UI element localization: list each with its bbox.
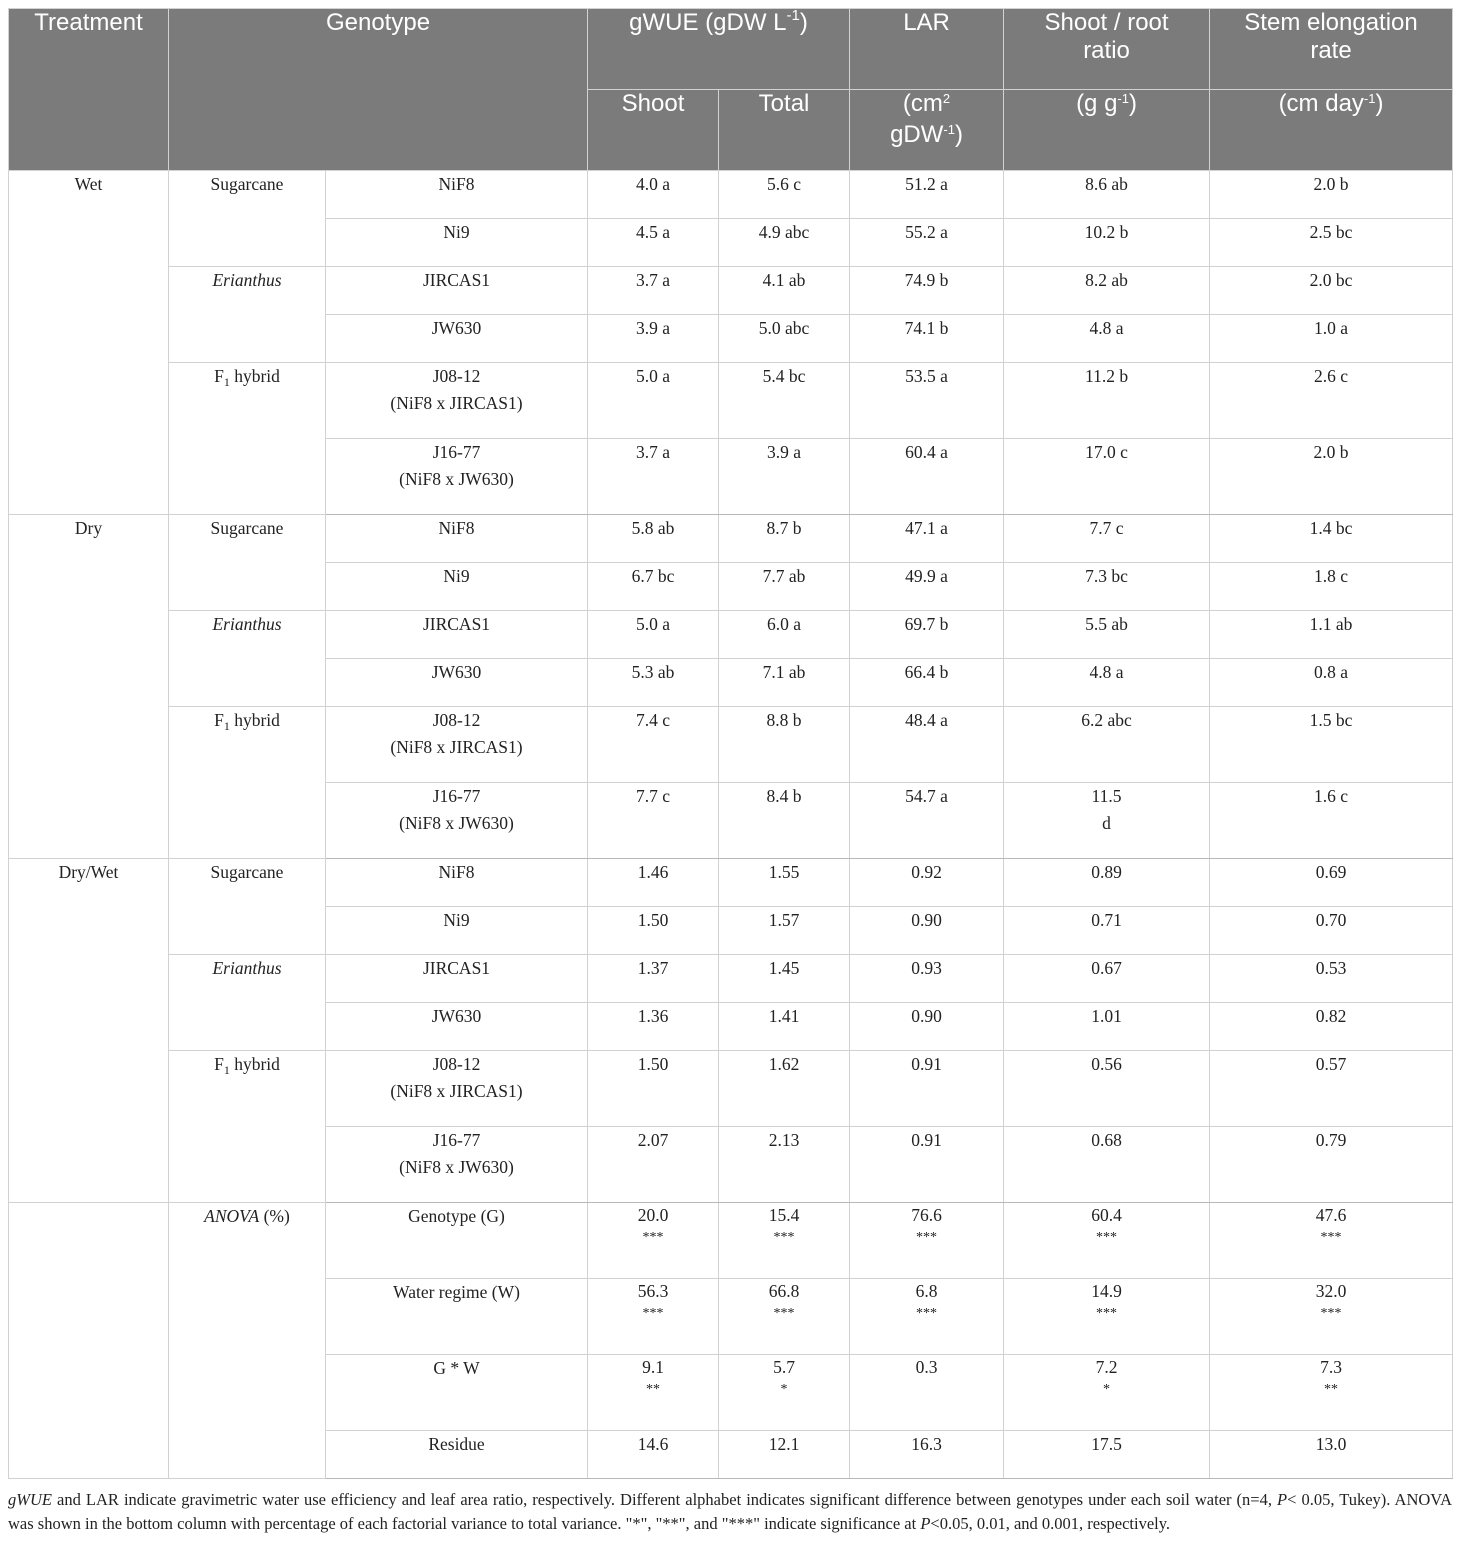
value-cell: 56.3 *** — [588, 1279, 719, 1355]
value-cell: 12.1 — [719, 1431, 850, 1479]
value-cell: 0.79 — [1210, 1127, 1453, 1203]
gwue-label: gWUE (gDW L — [629, 9, 787, 36]
value-cell: 5.0 a — [588, 363, 719, 439]
value-cell: 0.91 — [850, 1127, 1004, 1203]
value-cell: 3.7 a — [588, 267, 719, 315]
value-cell: 7.7 ab — [719, 563, 850, 611]
value-cell: 74.1 b — [850, 315, 1004, 363]
value-cell: 1.50 — [588, 1051, 719, 1127]
group-erianthus: Erianthus — [169, 955, 326, 1051]
value-cell: 76.6 *** — [850, 1203, 1004, 1279]
value-cell: 11.5 d — [1004, 783, 1210, 859]
value-cell: 47.1 a — [850, 515, 1004, 563]
value-cell: 0.3 — [850, 1355, 1004, 1431]
value-cell: 32.0 *** — [1210, 1279, 1453, 1355]
value-cell: 1.57 — [719, 907, 850, 955]
header-ratio — [1004, 9, 1210, 90]
table-row — [9, 1203, 1453, 1279]
value-cell: 0.93 — [850, 955, 1004, 1003]
anova-empty-cell — [9, 1203, 169, 1479]
genotype-cell: J08-12 (NiF8 x JIRCAS1) — [326, 707, 588, 783]
value-cell: 4.8 a — [1004, 315, 1210, 363]
value-cell: 0.70 — [1210, 907, 1453, 955]
value-cell: 2.13 — [719, 1127, 850, 1203]
value-cell: 0.91 — [850, 1051, 1004, 1127]
value-cell: 4.9 abc — [719, 219, 850, 267]
table-row — [9, 707, 1453, 783]
value-cell: 4.1 ab — [719, 267, 850, 315]
value-cell: 5.5 ab — [1004, 611, 1210, 659]
value-cell: 0.71 — [1004, 907, 1210, 955]
value-cell: 1.01 — [1004, 1003, 1210, 1051]
genotype-cell: J16-77 (NiF8 x JW630) — [326, 439, 588, 515]
genotype-cell: NiF8 — [326, 859, 588, 907]
header-lar-unit: ($cm^2$ gDW$^{-1}$) — [850, 90, 1004, 171]
value-cell: 0.8 a — [1210, 659, 1453, 707]
value-cell: 4.8 a — [1004, 659, 1210, 707]
value-cell: 7.7 c — [1004, 515, 1210, 563]
value-cell: 1.41 — [719, 1003, 850, 1051]
gwue-exponent: -1 — [786, 7, 800, 24]
value-cell: 3.9 a — [588, 315, 719, 363]
value-cell: 0.82 — [1210, 1003, 1453, 1051]
treatment-wet: Wet — [9, 171, 169, 515]
value-cell: 8.7 b — [719, 515, 850, 563]
value-cell: 1.8 c — [1210, 563, 1453, 611]
value-cell: 7.3 ** — [1210, 1355, 1453, 1431]
value-cell: 5.6 c — [719, 171, 850, 219]
genotype-cell: J16-77 (NiF8 x JW630) — [326, 1127, 588, 1203]
value-cell: 11.2 b — [1004, 363, 1210, 439]
genotype-cell: JIRCAS1 — [326, 611, 588, 659]
value-cell: 66.8 *** — [719, 1279, 850, 1355]
group-sugarcane: Sugarcane — [169, 859, 326, 955]
table-header — [9, 9, 1453, 171]
header-stem-unit: (cm day$^{-1}$) — [1210, 90, 1453, 171]
value-cell: 2.0 bc — [1210, 267, 1453, 315]
ratio-line1: Shoot / root — [1044, 9, 1169, 36]
value-cell: 0.90 — [850, 907, 1004, 955]
group-erianthus: Erianthus — [169, 611, 326, 707]
genotype-cell: J16-77 (NiF8 x JW630) — [326, 783, 588, 859]
value-cell: 5.4 bc — [719, 363, 850, 439]
value-cell: 5.0 abc — [719, 315, 850, 363]
genotype-cell: JIRCAS1 — [326, 955, 588, 1003]
value-cell: 17.0 c — [1004, 439, 1210, 515]
value-cell: 1.62 — [719, 1051, 850, 1127]
value-cell: 6.2 abc — [1004, 707, 1210, 783]
value-cell: 55.2 a — [850, 219, 1004, 267]
header-shoot: Shoot — [588, 90, 719, 171]
value-cell: 0.92 — [850, 859, 1004, 907]
header-treatment: Treatment — [9, 9, 169, 171]
value-cell: 2.6 c — [1210, 363, 1453, 439]
group-erianthus: Erianthus — [169, 267, 326, 363]
genotype-cell: JW630 — [326, 315, 588, 363]
value-cell: 0.57 — [1210, 1051, 1453, 1127]
value-cell: 16.3 — [850, 1431, 1004, 1479]
value-cell: 10.2 b — [1004, 219, 1210, 267]
value-cell: 47.6 *** — [1210, 1203, 1453, 1279]
genotype-cell: J08-12 (NiF8 x JIRCAS1) — [326, 1051, 588, 1127]
value-cell: 8.2 ab — [1004, 267, 1210, 315]
treatment-dry: Dry — [9, 515, 169, 859]
value-cell: 17.5 — [1004, 1431, 1210, 1479]
value-cell: 0.69 — [1210, 859, 1453, 907]
value-cell: 1.50 — [588, 907, 719, 955]
genotype-cell: JW630 — [326, 1003, 588, 1051]
value-cell: 1.46 — [588, 859, 719, 907]
genotype-cell: JIRCAS1 — [326, 267, 588, 315]
value-cell: 1.36 — [588, 1003, 719, 1051]
anova-factor: Water regime (W) — [326, 1279, 588, 1355]
ratio-line2: ratio — [1083, 37, 1130, 64]
value-cell: 0.90 — [850, 1003, 1004, 1051]
table-row — [9, 171, 1453, 219]
anova-factor: Genotype (G) — [326, 1203, 588, 1279]
value-cell: 7.7 c — [588, 783, 719, 859]
value-cell: 69.7 b — [850, 611, 1004, 659]
value-cell: 5.3 ab — [588, 659, 719, 707]
value-cell: 0.89 — [1004, 859, 1210, 907]
value-cell: 1.4 bc — [1210, 515, 1453, 563]
value-cell: 2.0 b — [1210, 439, 1453, 515]
table-container — [8, 8, 1452, 1536]
genotype-cell: Ni9 — [326, 563, 588, 611]
table-row — [9, 955, 1453, 1003]
value-cell: 2.5 bc — [1210, 219, 1453, 267]
value-cell: 5.0 a — [588, 611, 719, 659]
value-cell: 60.4 a — [850, 439, 1004, 515]
group-sugarcane: Sugarcane — [169, 171, 326, 267]
table-row — [9, 1051, 1453, 1127]
value-cell: 6.8 *** — [850, 1279, 1004, 1355]
header-ratio-unit: (g $g^{-1}$) — [1004, 90, 1210, 171]
value-cell: 49.9 a — [850, 563, 1004, 611]
value-cell: 4.5 a — [588, 219, 719, 267]
anova-factor: Residue — [326, 1431, 588, 1479]
value-cell: 8.6 ab — [1004, 171, 1210, 219]
value-cell: 7.2 * — [1004, 1355, 1210, 1431]
header-lar: LAR — [850, 9, 1004, 90]
anova-label: ANOVA (%) — [169, 1203, 326, 1479]
value-cell: 14.9 *** — [1004, 1279, 1210, 1355]
value-cell: 20.0 *** — [588, 1203, 719, 1279]
data-table — [8, 8, 1453, 1479]
value-cell: 74.9 b — [850, 267, 1004, 315]
value-cell: 7.1 ab — [719, 659, 850, 707]
value-cell: 48.4 a — [850, 707, 1004, 783]
table-body — [9, 171, 1453, 1479]
value-cell: 3.9 a — [719, 439, 850, 515]
value-cell: 60.4 *** — [1004, 1203, 1210, 1279]
value-cell: 15.4 *** — [719, 1203, 850, 1279]
value-cell: 14.6 — [588, 1431, 719, 1479]
value-cell: 0.56 — [1004, 1051, 1210, 1127]
genotype-cell: Ni9 — [326, 907, 588, 955]
value-cell: 5.8 ab — [588, 515, 719, 563]
group-f1-hybrid: $F_1$ hybrid — [169, 1051, 326, 1203]
value-cell: 66.4 b — [850, 659, 1004, 707]
header-gwue — [588, 9, 850, 90]
header-total: Total — [719, 90, 850, 171]
table-row — [9, 611, 1453, 659]
value-cell: 13.0 — [1210, 1431, 1453, 1479]
value-cell: 54.7 a — [850, 783, 1004, 859]
value-cell: 8.8 b — [719, 707, 850, 783]
value-cell: 9.1 ** — [588, 1355, 719, 1431]
value-cell: 5.7 * — [719, 1355, 850, 1431]
value-cell: 1.5 bc — [1210, 707, 1453, 783]
header-stem — [1210, 9, 1453, 90]
genotype-cell: NiF8 — [326, 515, 588, 563]
treatment-drywet: Dry/Wet — [9, 859, 169, 1203]
value-cell: 1.6 c — [1210, 783, 1453, 859]
value-cell: 1.0 a — [1210, 315, 1453, 363]
value-cell: 2.0 b — [1210, 171, 1453, 219]
table-row — [9, 515, 1453, 563]
table-row — [9, 363, 1453, 439]
value-cell: 51.2 a — [850, 171, 1004, 219]
value-cell: 7.4 c — [588, 707, 719, 783]
value-cell: 3.7 a — [588, 439, 719, 515]
value-cell: 0.67 — [1004, 955, 1210, 1003]
value-cell: 2.07 — [588, 1127, 719, 1203]
value-cell: 4.0 a — [588, 171, 719, 219]
table-footnote: gWUE and LAR indicate gravimetric water use efficiency and leaf area ratio, respectively. Different alphabet indicates significant difference between genotypes under each soil water (n=4, P< 0.05, Tukey). ANOVA was shown in the bottom column with percentage of each factorial variance to total variance. "*", "**", and "***" indicate significance at P<0.05, 0.01, and 0.001, respectively. — [8, 1490, 1452, 1533]
value-cell: 53.5 a — [850, 363, 1004, 439]
value-cell: 0.53 — [1210, 955, 1453, 1003]
group-f1-hybrid: $F_1$ hybrid — [169, 707, 326, 859]
stem-line2: rate — [1310, 37, 1352, 64]
table-row — [9, 859, 1453, 907]
value-cell: 1.45 — [719, 955, 850, 1003]
value-cell: 1.55 — [719, 859, 850, 907]
group-sugarcane: Sugarcane — [169, 515, 326, 611]
table-row — [9, 267, 1453, 315]
value-cell: 6.7 bc — [588, 563, 719, 611]
value-cell: 6.0 a — [719, 611, 850, 659]
value-cell: 0.68 — [1004, 1127, 1210, 1203]
genotype-cell: J08-12 (NiF8 x JIRCAS1) — [326, 363, 588, 439]
value-cell: 8.4 b — [719, 783, 850, 859]
genotype-cell: JW630 — [326, 659, 588, 707]
value-cell: 1.1 ab — [1210, 611, 1453, 659]
value-cell: 7.3 bc — [1004, 563, 1210, 611]
anova-factor: G * W — [326, 1355, 588, 1431]
value-cell: 1.37 — [588, 955, 719, 1003]
gwue-label-end: ) — [799, 9, 808, 36]
header-genotype: Genotype — [169, 9, 588, 171]
genotype-cell: Ni9 — [326, 219, 588, 267]
genotype-cell: NiF8 — [326, 171, 588, 219]
group-f1-hybrid: $F_1$ hybrid — [169, 363, 326, 515]
stem-line1: Stem elongation — [1244, 9, 1418, 36]
